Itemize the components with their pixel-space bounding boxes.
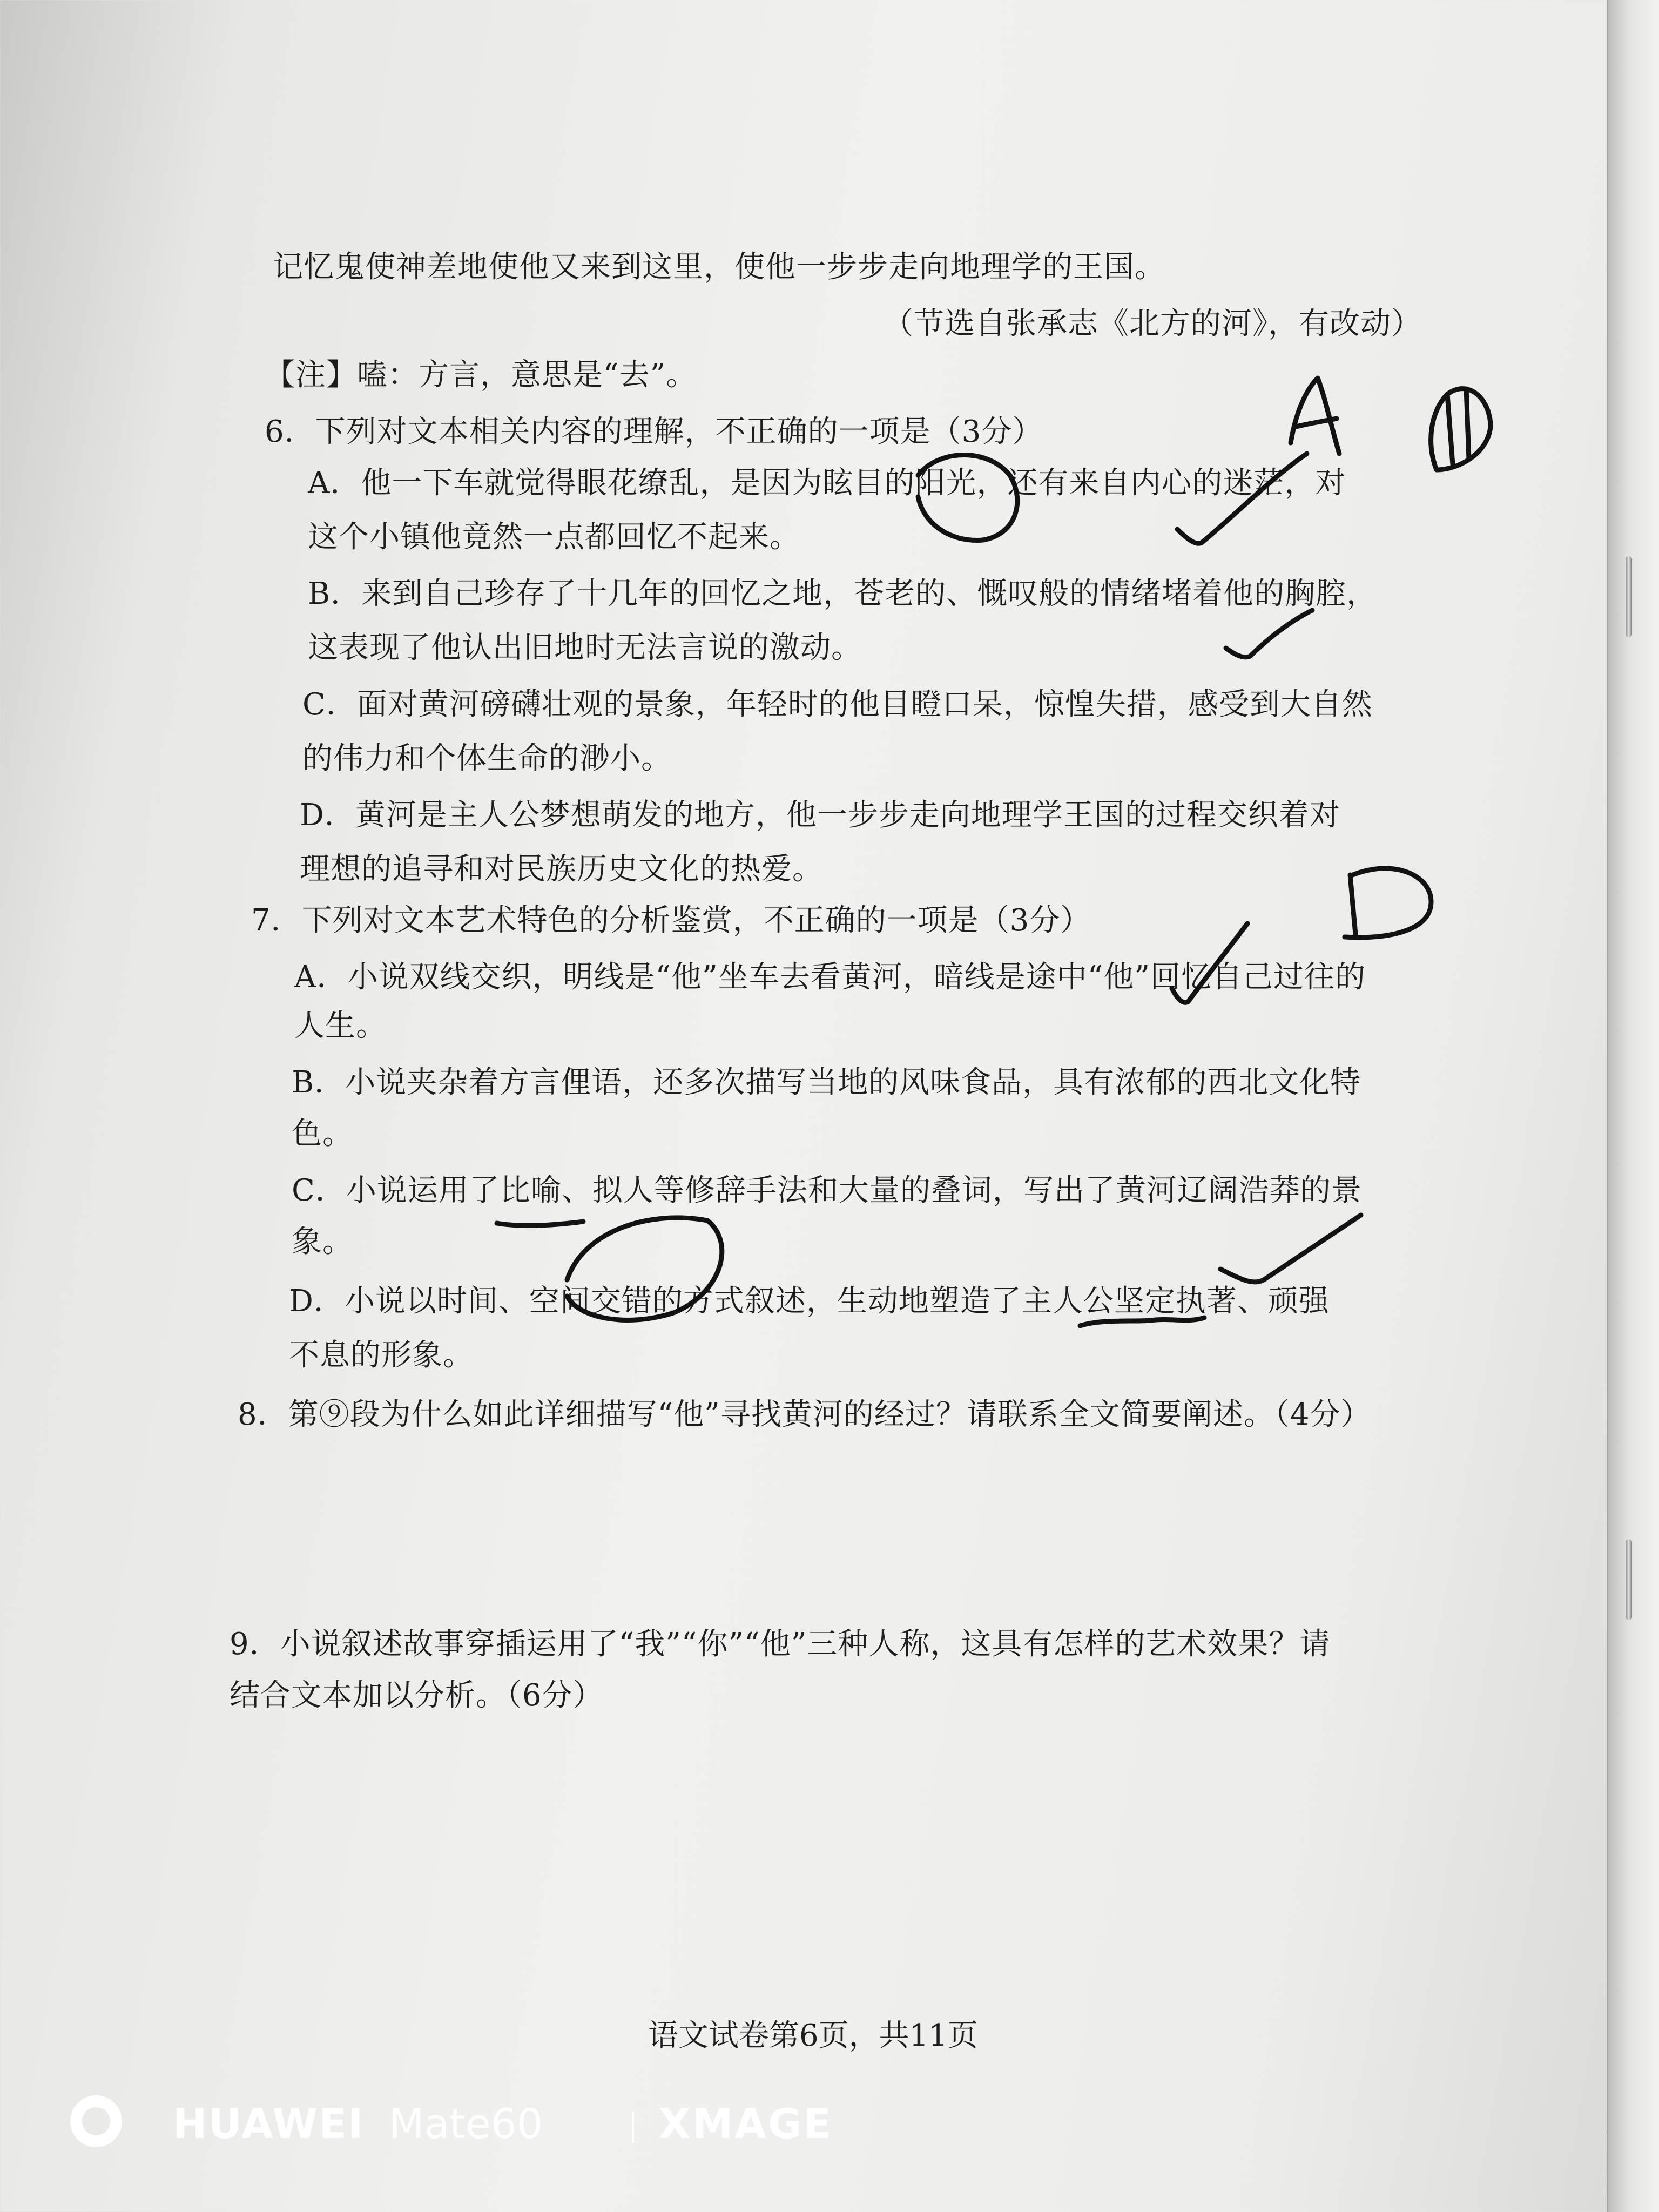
watermark-model: Mate60 [389,2100,543,2148]
camera-ring-icon [70,2095,122,2147]
passage-last-line: 记忆鬼使神差地使他又来到这里，使他一步步走向地理学的王国。 [273,249,1165,285]
camera-watermark [70,2090,833,2166]
page-footer: 语文试卷第6页，共11页 [648,2018,978,2053]
question-7-option-d-cont: 不息的形象。 [289,1338,474,1373]
question-7-option-b-cont: 色。 [292,1116,353,1151]
underline-mark [497,1222,583,1225]
question-6-option-d-cont: 理想的追寻和对民族历史文化的热爱。 [300,852,823,887]
staple-icon [1626,1539,1632,1620]
question-6-option-a: A．他一下车就觉得眼花缭乱，是因为眩目的阳光，还有来自内心的迷茫，对 [308,466,1346,501]
staple-icon [1626,556,1632,637]
question-6-option-c: C．面对黄河磅礴壮观的景象，年轻时的他目瞪口呆，惊惶失措，感受到大自然 [302,687,1373,722]
question-6-stem: 6．下列对文本相关内容的理解，不正确的一项是（3分） [265,414,1043,449]
passage-source: （节选自张承志《北方的河》，有改动） [883,306,1422,341]
handwritten-answer-7 [1345,868,1431,938]
question-7-stem: 7．下列对文本艺术特色的分析鉴赏，不正确的一项是（3分） [251,903,1091,938]
question-7-option-b: B．小说夹杂着方言俚语，还多次描写当地的风味食品，具有浓郁的西北文化特 [292,1065,1361,1100]
question-8: 8．第⑨段为什么如此详细描写“他”寻找黄河的经过？请联系全文简要阐述。（4分） [238,1397,1372,1432]
question-9: 9．小说叙述故事穿插运用了“我”“你”“他”三种人称，这具有怎样的艺术效果？请 [230,1627,1331,1662]
question-9-cont: 结合文本加以分析。（6分） [230,1678,604,1713]
handwritten-answer-6 [1291,378,1491,470]
question-7-option-d: D．小说以时间、空间交错的方式叙述，生动地塑造了主人公坚定执著、顽强 [289,1284,1330,1319]
question-6-option-b-cont: 这表现了他认出旧地时无法言说的激动。 [308,630,862,665]
question-7-option-a: A．小说双线交织，明线是“他”坐车去看黄河，暗线是途中“他”回忆自己过往的 [294,960,1366,995]
check-mark [1226,610,1312,657]
question-6-option-b: B．来到自己珍存了十几年的回忆之地，苍老的、慨叹般的情绪堵着他的胸腔， [308,576,1378,611]
watermark-separator [632,2112,634,2143]
question-7-option-a-cont: 人生。 [294,1008,387,1043]
watermark-camera: XMAGE [659,2100,833,2148]
question-7-option-c-cont: 象。 [292,1224,353,1259]
watermark-brand: HUAWEI [173,2100,365,2148]
question-7-option-c: C．小说运用了比喻、拟人等修辞手法和大量的叠词，写出了黄河辽阔浩莽的景 [292,1173,1362,1208]
question-6-option-d: D．黄河是主人公梦想萌发的地方，他一步步走向地理学王国的过程交织着对 [300,798,1340,833]
next-page-edge [1607,0,1659,2212]
check-mark [1220,1215,1361,1282]
question-6-option-a-cont: 这个小镇他竟然一点都回忆不起来。 [308,520,800,555]
annotation-note: 【注】嗑：方言，意思是“去”。 [265,358,697,393]
question-6-option-c-cont: 的伟力和个体生命的渺小。 [302,741,672,776]
